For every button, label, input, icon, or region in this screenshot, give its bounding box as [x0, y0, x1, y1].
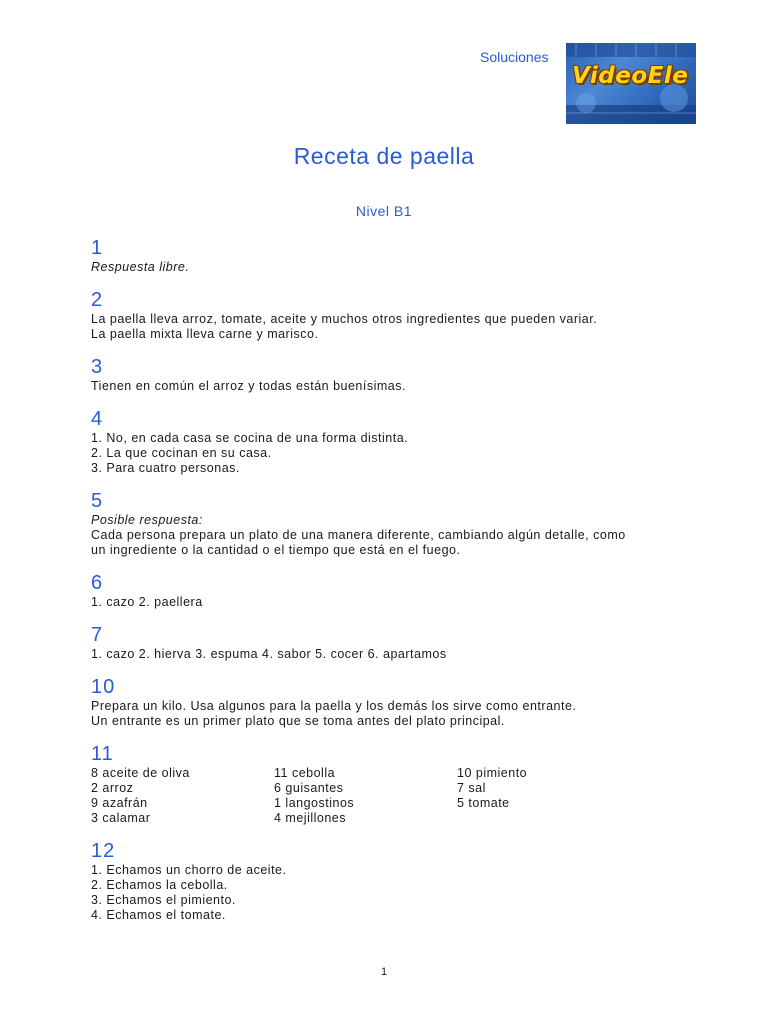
answer-line: 1. Echamos un chorro de aceite.	[91, 863, 287, 877]
ingredient-item: 6 guisantes	[274, 781, 344, 795]
section-number: 4	[91, 408, 104, 430]
ingredient-item: 1 langostinos	[274, 796, 355, 810]
ingredient-item: 3 calamar	[91, 811, 151, 825]
ingredient-grid	[91, 766, 711, 826]
section-number: 1	[91, 237, 104, 259]
answer-line: 1. No, en cada casa se cocina de una forma distinta.	[91, 431, 409, 445]
answer-line: 3. Para cuatro personas.	[91, 461, 240, 475]
answer-line: Prepara un kilo. Usa algunos para la paella y los demás los sirve como entrante.	[91, 699, 577, 713]
answer-line: Respuesta libre.	[91, 260, 190, 274]
answer-line: Cada persona prepara un plato de una manera diferente, cambiando algún detalle, como	[91, 528, 626, 542]
section-11	[91, 742, 711, 826]
answer-line: 2. Echamos la cebolla.	[91, 878, 228, 892]
section-number: 6	[91, 572, 104, 594]
ingredient-item: 7 sal	[457, 781, 486, 795]
section-number: 10	[91, 676, 116, 698]
answer-line: 3. Echamos el pimiento.	[91, 893, 236, 907]
answer-line: 1. cazo 2. hierva 3. espuma 4. sabor 5. cocer 6. apartamos	[91, 647, 447, 661]
section-number: 3	[91, 356, 104, 378]
header-label: Soluciones	[480, 49, 549, 65]
answer-sections	[91, 236, 711, 729]
section-5	[91, 489, 711, 558]
ingredient-column	[457, 766, 640, 826]
section-6	[91, 571, 711, 610]
ingredient-item: 9 azafrán	[91, 796, 148, 810]
answers-content	[91, 236, 711, 923]
page-title: Receta de paella	[293, 143, 475, 169]
answer-line: 1. cazo 2. paellera	[91, 595, 203, 609]
section-12	[91, 839, 711, 923]
ingredient-item: 8 aceite de oliva	[91, 766, 190, 780]
answer-line: Posible respuesta:	[91, 513, 203, 527]
section-4	[91, 407, 711, 476]
answer-line: 2. La que cocinan en su casa.	[91, 446, 272, 460]
section-number: 7	[91, 624, 104, 646]
ingredient-column	[91, 766, 274, 826]
videoele-logo	[566, 43, 696, 124]
ingredient-item: 2 arroz	[91, 781, 134, 795]
section-number: 12	[91, 840, 116, 862]
page-subtitle: Nivel B1	[355, 203, 413, 219]
section-number: 2	[91, 289, 104, 311]
ingredient-item: 4 mejillones	[274, 811, 347, 825]
answer-line: 4. Echamos el tomate.	[91, 908, 226, 922]
ingredient-column	[274, 766, 457, 826]
answer-line: La paella mixta lleva carne y marisco.	[91, 327, 319, 341]
answer-line: Un entrante es un primer plato que se toma antes del plato principal.	[91, 714, 505, 728]
section-3	[91, 355, 711, 394]
section-10	[91, 675, 711, 729]
section-number: 5	[91, 490, 104, 512]
logo-text: VideoEle	[572, 63, 689, 89]
section-2	[91, 288, 711, 342]
ingredient-item: 5 tomate	[457, 796, 510, 810]
section-number: 11	[91, 743, 114, 765]
answer-line: un ingrediente o la cantidad o el tiempo que está en el fuego.	[91, 543, 461, 557]
section-1	[91, 236, 711, 275]
answer-line: Tienen en común el arroz y todas están buenísimas.	[91, 379, 406, 393]
page-number: 1	[380, 966, 388, 978]
section-7	[91, 623, 711, 662]
answer-line: La paella lleva arroz, tomate, aceite y muchos otros ingredientes que pueden variar.	[91, 312, 598, 326]
ingredient-item: 10 pimiento	[457, 766, 528, 780]
ingredient-item: 11 cebolla	[274, 766, 336, 780]
